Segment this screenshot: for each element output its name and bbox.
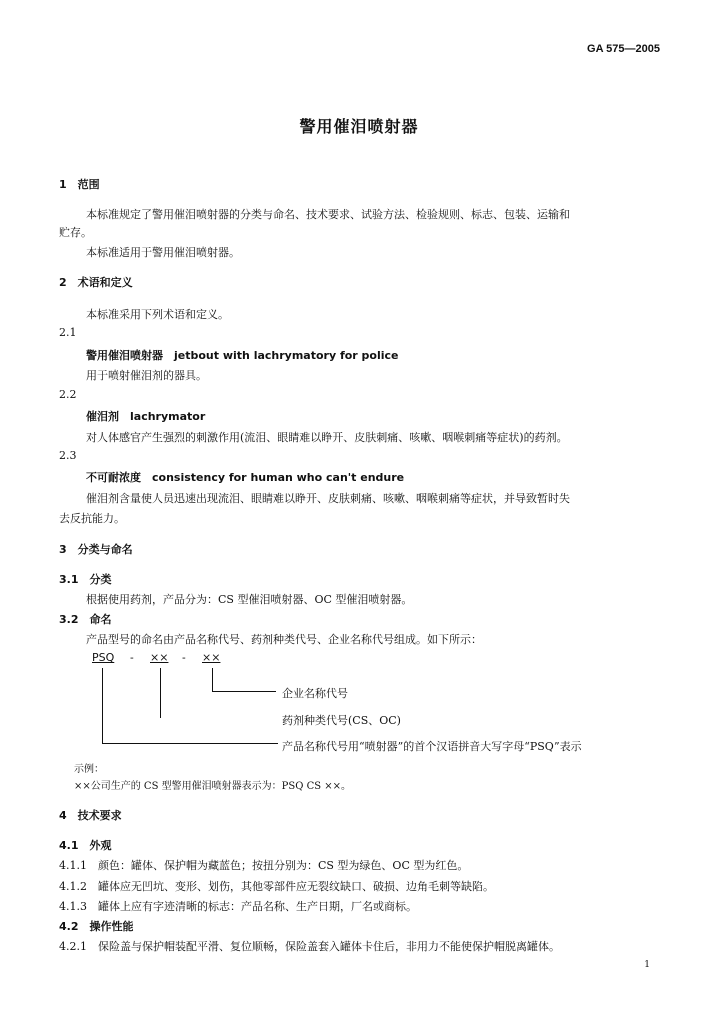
diagram-dash-2: - <box>182 651 186 664</box>
term-2-2: 催泪剂 lachrymator <box>86 410 206 423</box>
diagram-connector-company-v <box>212 668 213 692</box>
diagram-connector-product-h <box>102 743 278 744</box>
term-2-2-number: 2.2 <box>59 388 77 401</box>
clause-4-1-3: 4.1.3 罐体上应有字迹清晰的标志：产品名称、生产日期，厂名或商标。 <box>59 900 417 913</box>
diagram-code-psq: PSQ <box>92 651 115 664</box>
section-3-1-text: 根据使用药剂，产品分为：CS 型催泪喷射器、OC 型催泪喷射器。 <box>86 593 413 606</box>
section-4-heading: 4 技术要求 <box>59 809 122 822</box>
term-2-1-definition: 用于喷射催泪剂的器具。 <box>86 369 207 382</box>
section-1-para1-line2: 贮存。 <box>59 226 92 239</box>
diagram-connector-product-v <box>102 668 103 744</box>
section-1-heading: 1 范围 <box>59 178 100 191</box>
diagram-connector-agent-v <box>160 668 161 718</box>
page-number: 1 <box>644 960 650 970</box>
clause-4-1-1: 4.1.1 颜色：罐体、保护帽为藏蓝色；按扭分别为：CS 型为绿色、OC 型为红色。 <box>59 859 469 872</box>
section-3-2-heading: 3.2 命名 <box>59 613 112 626</box>
diagram-code-agent: ×× <box>150 651 169 664</box>
diagram-label-agent: 药剂种类代号(CS、OC) <box>282 714 401 727</box>
clause-4-1-2: 4.1.2 罐体应无凹坑、变形、划伤，其他零部件应无裂纹缺口、破损、边角毛刺等缺陷。 <box>59 880 494 893</box>
document-title: 警用催泪喷射器 <box>299 117 419 136</box>
term-2-3-definition-line1: 催泪剂含量使人员迅速出现流泪、眼睛难以睁开、皮肤刺痛、咳嗽、咽喉刺痛等症状，并导致暂时失 <box>86 492 570 505</box>
section-1-para2: 本标准适用于警用催泪喷射器。 <box>86 246 240 259</box>
example-text: ××公司生产的 CS 型警用催泪喷射器表示为：PSQ CS ××。 <box>74 781 352 792</box>
term-2-2-definition: 对人体感官产生强烈的刺激作用(流泪、眼睛难以睁开、皮肤刺痛、咳嗽、咽喉刺痛等症状)的药剂。 <box>86 431 568 444</box>
section-3-1-heading: 3.1 分类 <box>59 573 112 586</box>
clause-4-2-1: 4.2.1 保险盖与保护帽装配平滑、复位顺畅，保险盖套入罐体卡住后，非用力不能使保护帽脱离罐体。 <box>59 940 560 953</box>
diagram-label-company: 企业名称代号 <box>282 687 348 700</box>
example-label: 示例： <box>74 764 104 775</box>
section-1-para1-line1: 本标准规定了警用催泪喷射器的分类与命名、技术要求、试验方法、检验规则、标志、包装、运输和 <box>86 208 570 221</box>
section-4-1-heading: 4.1 外观 <box>59 839 112 852</box>
diagram-code-company: ×× <box>202 651 221 664</box>
section-4-2-heading: 4.2 操作性能 <box>59 920 134 933</box>
section-2-intro: 本标准采用下列术语和定义。 <box>86 308 229 321</box>
standard-number: GA 575—2005 <box>587 43 660 55</box>
diagram-connector-company-h <box>212 691 276 692</box>
section-2-heading: 2 术语和定义 <box>59 276 133 289</box>
section-3-heading: 3 分类与命名 <box>59 543 133 556</box>
term-2-3-number: 2.3 <box>59 449 77 462</box>
term-2-1: 警用催泪喷射器 jetbout with lachrymatory for police <box>86 349 399 362</box>
term-2-3-definition-line2: 去反抗能力。 <box>59 512 125 525</box>
diagram-label-product: 产品名称代号用“喷射器”的首个汉语拼音大写字母“PSQ”表示 <box>282 740 582 753</box>
section-3-2-text: 产品型号的命名由产品名称代号、药剂种类代号、企业名称代号组成。如下所示： <box>86 633 482 646</box>
diagram-dash-1: - <box>130 651 134 664</box>
term-2-1-number: 2.1 <box>59 326 77 339</box>
term-2-3: 不可耐浓度 consistency for human who can't endure <box>86 471 405 484</box>
